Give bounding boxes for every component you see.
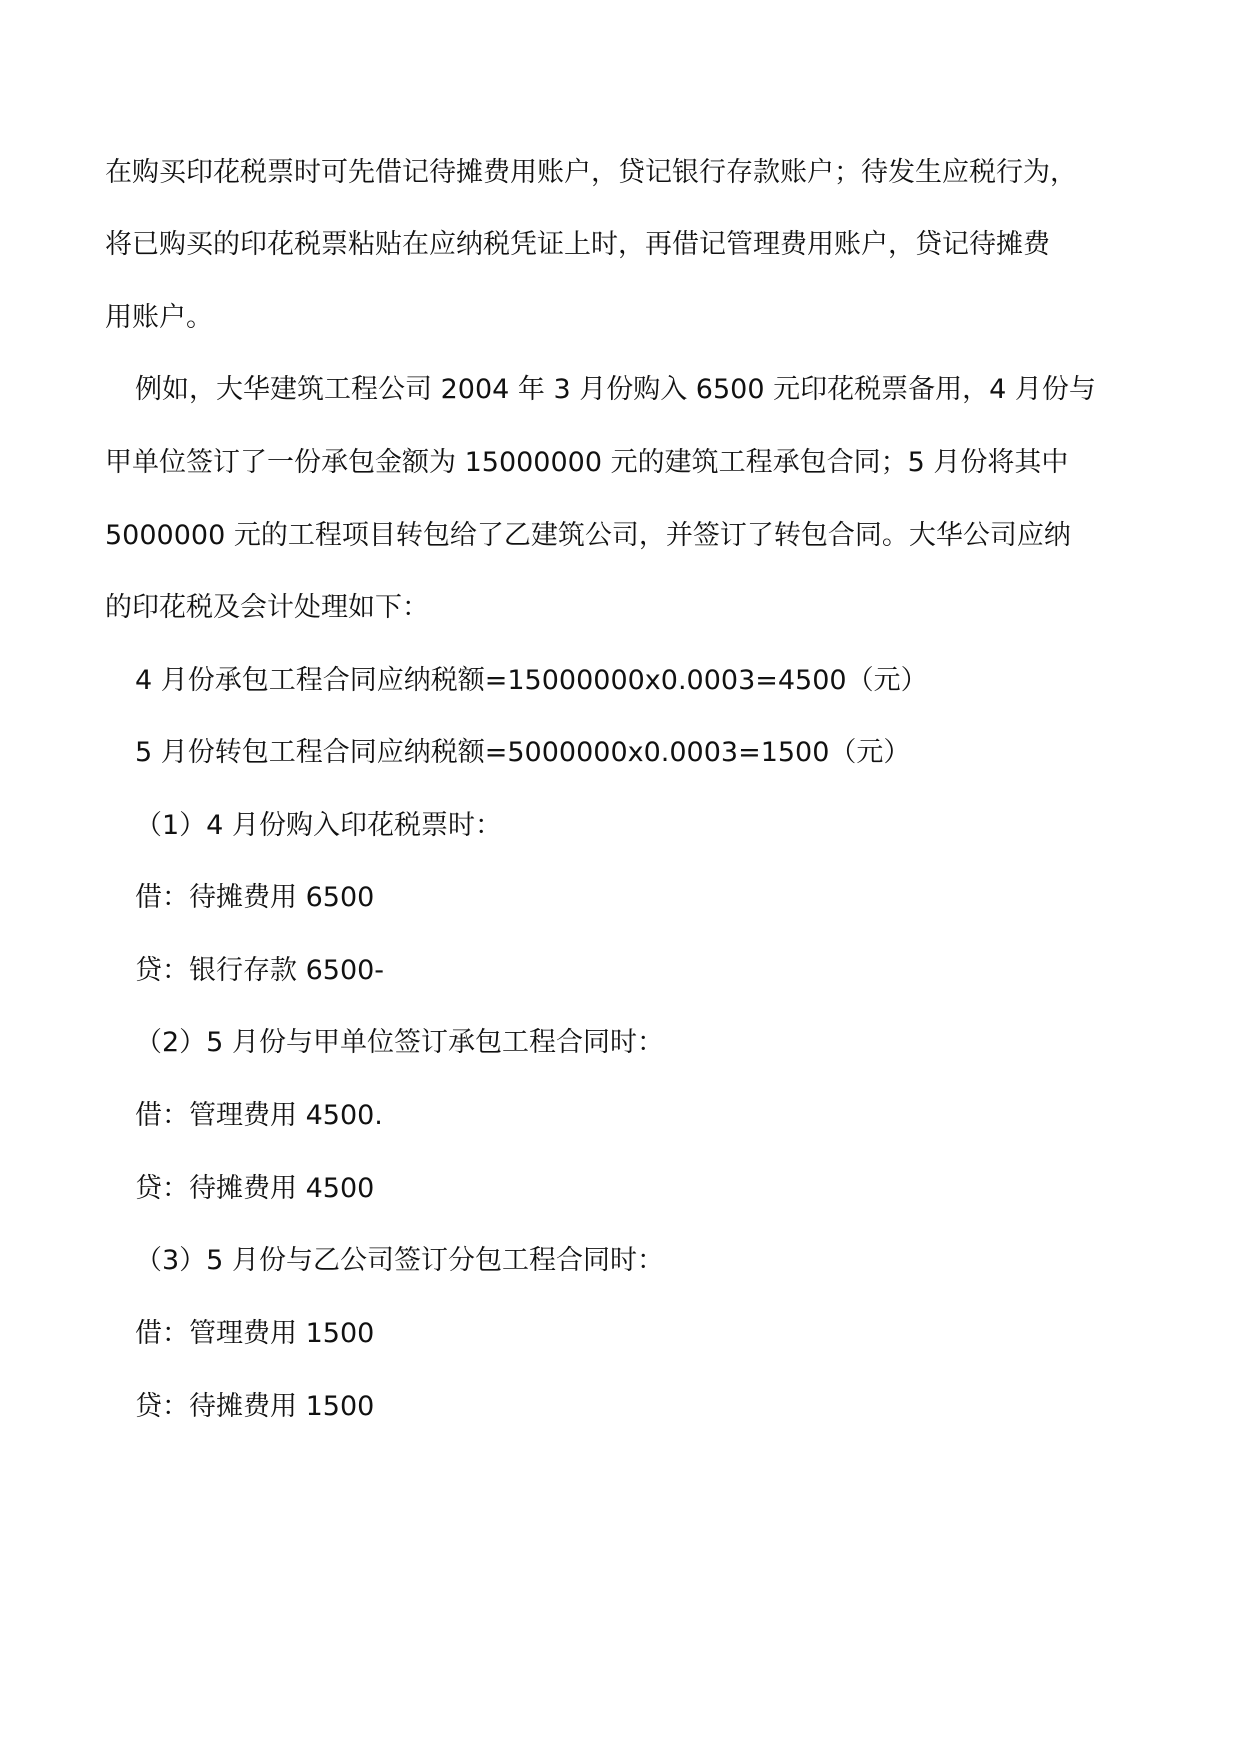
paragraph-line-2: 将已购买的印花税票粘贴在应纳税凭证上时，再借记管理费用账户，贷记待摊费 [105, 229, 1050, 260]
paragraph-line-3: 用账户。 [105, 302, 213, 333]
example-line-1: 例如，大华建筑工程公司 2004 年 3 月份购入 6500 元印花税票备用，4 月份与 [135, 374, 1096, 405]
step-3-heading: （3）5 月份与乙公司签订分包工程合同时： [135, 1245, 664, 1276]
example-line-3: 5000000 元的工程项目转包给了乙建筑公司，并签订了转包合同。大华公司应纳 [105, 520, 1071, 551]
paragraph-line-1: 在购买印花税票时可先借记待摊费用账户，贷记银行存款账户；待发生应税行为， [105, 157, 1077, 188]
example-line-2: 甲单位签订了一份承包金额为 15000000 元的建筑工程承包合同；5 月份将其中 [105, 447, 1069, 478]
calc-line-contract: 4 月份承包工程合同应纳税额=15000000x0.0003=4500（元） [135, 665, 928, 696]
journal-entry-debit: 借：管理费用 4500. [135, 1100, 383, 1131]
example-line-4: 的印花税及会计处理如下： [105, 592, 429, 623]
journal-entry-credit: 贷：待摊费用 4500 [135, 1173, 375, 1204]
journal-entry-credit: 贷：银行存款 6500- [135, 955, 385, 986]
step-2-heading: （2）5 月份与甲单位签订承包工程合同时： [135, 1027, 664, 1058]
journal-entry-debit: 借：待摊费用 6500 [135, 882, 375, 913]
calc-line-subcontract: 5 月份转包工程合同应纳税额=5000000x0.0003=1500（元） [135, 737, 911, 768]
journal-entry-credit: 贷：待摊费用 1500 [135, 1391, 375, 1422]
step-1-heading: （1）4 月份购入印花税票时： [135, 810, 502, 841]
journal-entry-debit: 借：管理费用 1500 [135, 1318, 375, 1349]
